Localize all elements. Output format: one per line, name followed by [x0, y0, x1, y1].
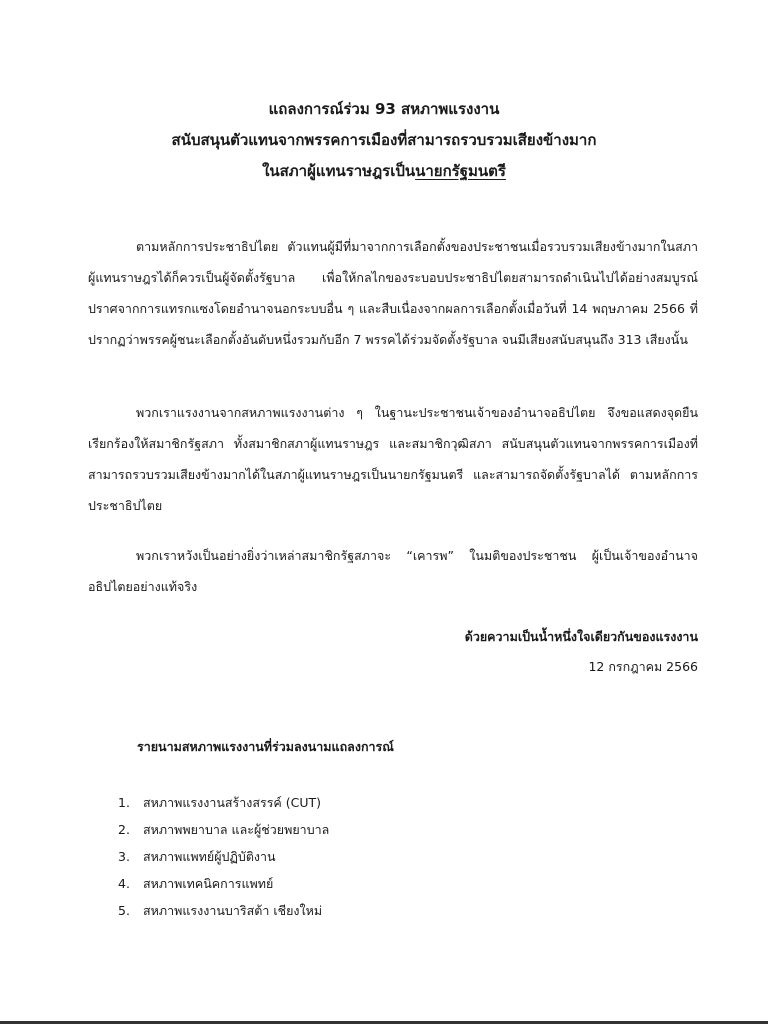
list-item-number: 1.	[118, 795, 130, 810]
list-item-number: 2.	[118, 822, 130, 837]
list-item-name: สหภาพแพทย์ผู้ปฏิบัติงาน	[143, 849, 276, 864]
list-item-number: 3.	[118, 849, 130, 864]
closing-regards: ด้วยความเป็นน้ำหนึ่งใจเดียวกันของแรงงาน	[464, 629, 698, 644]
paragraph-3: พวกเราหวังเป็นอย่างยิ่งว่าเหล่าสมาชิกรัฐสภาจะ “เคารพ” ในมติของประชาชน ผู้เป็นเจ้าของอำนาจอธิปไตยอย่างแท้จริง	[88, 548, 698, 594]
list-item	[118, 897, 329, 924]
list-item	[118, 816, 329, 843]
closing-block	[465, 622, 698, 682]
statement-date: 12 กรกฎาคม 2566	[588, 659, 698, 674]
signatory-list	[118, 789, 329, 924]
list-item	[118, 843, 329, 870]
list-item-name: สหภาพแรงงานสร้างสรรค์ (CUT)	[143, 795, 322, 810]
title-line-3	[0, 156, 768, 187]
list-item-number: 5.	[118, 903, 130, 918]
signatory-list-heading: รายนามสหภาพแรงงานที่ร่วมลงนามแถลงการณ์	[137, 739, 394, 754]
statement-title	[0, 94, 768, 187]
paragraph-1: ตามหลักการประชาธิปไตย ตัวแทนผู้มีที่มาจากการเลือกตั้งของประชาชนเมื่อรวบรวมเสียงข้างมากในสภาผู้แทนราษฎรได้ก็ควรเป็นผู้จัดตั้งรัฐบาล เพื่อให้กลไกของระบอบประชาธิปไตยสามารถดำเนินไปได้อย่างสมบูรณ์ปราศจากการแทรกแซงโดยอำนาจนอกระบบอื่น ๆ และสืบเนื่องจากผลการเลือกตั้งเมื่อวันที่ 14 พฤษภาคม 2566 ที่ปรากฏว่าพรรคผู้ชนะเลือกตั้งอันดับหนึ่งรวมกับอีก 7 พรรคได้ร่วมจัดตั้งรัฐบาล จนมีเสียงสนับสนุนถึง 313 เสียงนั้น	[88, 239, 698, 347]
title-underlined-word: นายกรัฐมนตรี	[415, 162, 506, 180]
list-item	[118, 870, 329, 897]
list-item	[118, 789, 329, 816]
title-line-3-text: ในสภาผู้แทนราษฎรเป็น	[262, 162, 416, 180]
paragraph-2: พวกเราแรงงานจากสหภาพแรงงานต่าง ๆ ในฐานะประชาชนเจ้าของอำนาจอธิปไตย จึงขอแสดงจุดยืนเรียกร้องให้สมาชิกรัฐสภา ทั้งสมาชิกสภาผู้แทนราษฎร และสมาชิกวุฒิสภา สนับสนุนตัวแทนจากพรรคการเมืองที่สามารถรวบรวมเสียงข้างมากได้ในสภาผู้แทนราษฎรเป็นนายกรัฐมนตรี และสามารถจัดตั้งรัฐบาลได้ ตามหลักการประชาธิปไตย	[88, 405, 698, 513]
list-item-number: 4.	[118, 876, 130, 891]
title-line-1: แถลงการณ์ร่วม 93 สหภาพแรงงาน	[268, 100, 500, 118]
list-item-name: สหภาพพยาบาล และผู้ช่วยพยาบาล	[143, 822, 330, 837]
list-item-name: สหภาพเทคนิคการแพทย์	[143, 876, 274, 891]
title-line-2: สนับสนุนตัวแทนจากพรรคการเมืองที่สามารถรวบรวมเสียงข้างมาก	[171, 131, 597, 149]
list-item-name: สหภาพแรงงานบาริสต้า เชียงใหม่	[143, 903, 323, 918]
